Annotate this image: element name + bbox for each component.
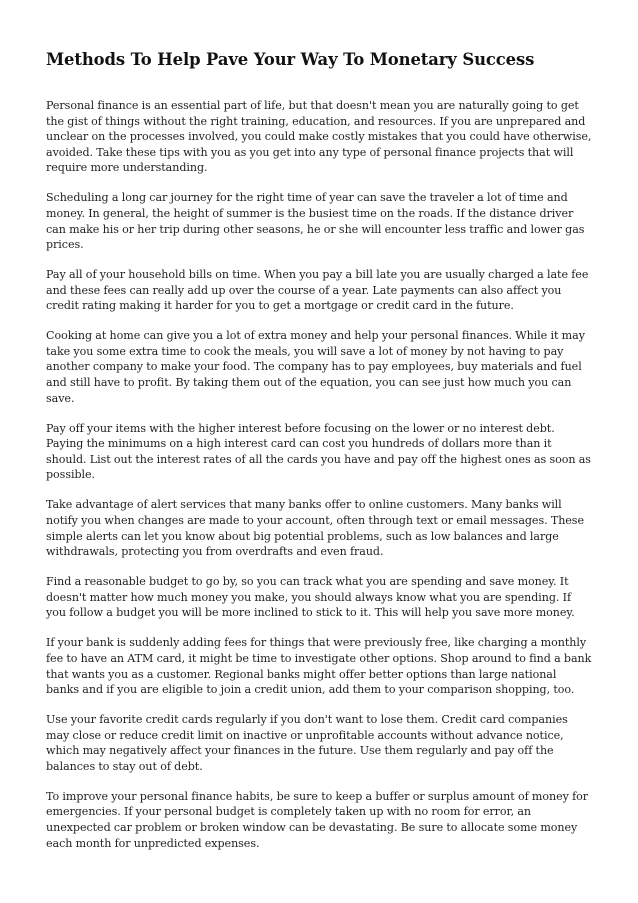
paragraph-8: If your bank is suddenly adding fees for things that were previously free, like charging a monthly fee to have an ATM card, it might be time to investigate other options. Shop around to find a bank that wants you as a customer. Regional banks might offer better options than large national banks and if you are eligible to join a credit union, add them to your comparison shopping, too.: [46, 636, 592, 697]
document-title: Methods To Help Pave Your Way To Monetary Success: [46, 50, 535, 69]
paragraph-10: To improve your personal finance habits, be sure to keep a buffer or surplus amount of money for emergencies. If your personal budget is completely taken up with no room for error, an unexpected car problem or broken window can be devastating. Be sure to allocate some money each month for unpredicted expenses.: [46, 789, 589, 850]
paragraph-9: Use your favorite credit cards regularly if you don't want to lose them. Credit card companies may close or reduce credit limit on inactive or unprofitable accounts without advance notice, which may negatively affect your finances in the future. Use them regularly and pay off the balances to stay out of debt.: [46, 713, 568, 773]
paragraph-2: Scheduling a long car journey for the right time of year can save the traveler a lot of time and money. In general, the height of summer is the busiest time on the roads. If the distance driver can make his or her trip during other seasons, he or she will encounter less traffic and lower gas prices.: [46, 191, 585, 252]
paragraph-7: Find a reasonable budget to go by, so you can track what you are spending and save money. It doesn't matter how much money you make, you should always know what you are spending. If you follow a budget you will be more inclined to stick to it. This will help you save more money.: [46, 575, 575, 620]
paragraph-6: Take advantage of alert services that many banks offer to online customers. Many banks will notify you when changes are made to your account, often through text or email messages. These simple alerts can let you know about big potential problems, such as low balances and large withdrawals, protecting you from overdrafts and even fraud.: [46, 498, 584, 559]
paragraph-4: Cooking at home can give you a lot of extra money and help your personal finances. While it may take you some extra time to cook the meals, you will save a lot of money by not having to pay another company to make your food. The company has to pay employees, buy materials and fuel and still have to profit. By taking them out of the equation, you can see just how much you can save.: [46, 329, 585, 405]
paragraph-3: Pay all of your household bills on time. When you pay a bill late you are usually charged a late fee and these fees can really add up over the course of a year. Late payments can also affect you credit rating making it harder for you to get a mortgage or credit card in the future.: [46, 268, 589, 313]
paragraph-1: Personal finance is an essential part of life, but that doesn't mean you are naturally going to get the gist of things without the right training, education, and resources. If you are unprepared and unclear on the processes involved, you could make costly mistakes that you could have otherwise, avoided. Take these tips with you as you get into any type of personal finance projects that will require more understanding.: [46, 99, 592, 175]
paragraph-5: Pay off your items with the higher interest before focusing on the lower or no interest debt. Paying the minimums on a high interest card can cost you hundreds of dollars more than it should. List out the interest rates of all the cards you have and pay off the highest ones as soon as possible.: [46, 421, 591, 482]
